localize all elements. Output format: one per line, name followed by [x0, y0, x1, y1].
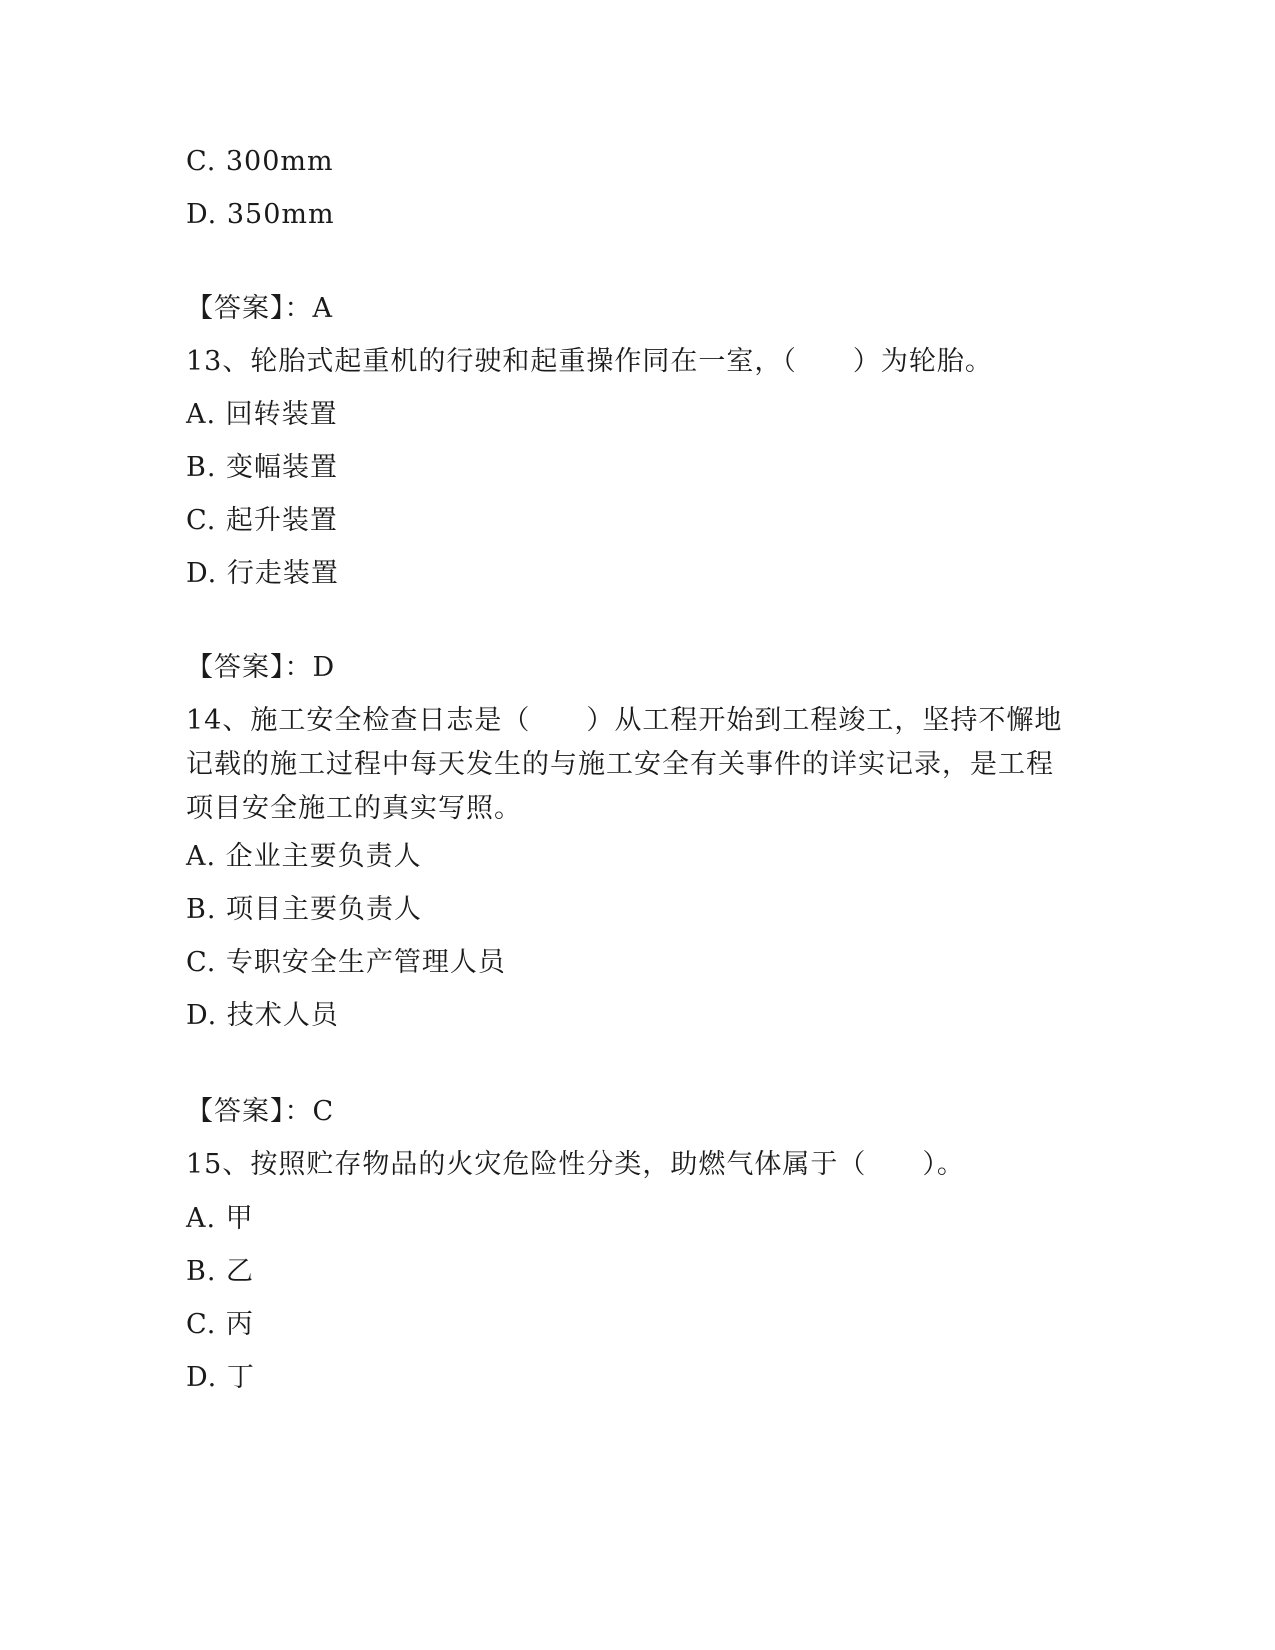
q15-option-a: A. 甲	[186, 1203, 254, 1234]
q14-option-d: D. 技术人员	[186, 1000, 339, 1031]
q14-option-a: A. 企业主要负责人	[186, 841, 422, 872]
q13-question: 13、轮胎式起重机的行驶和起重操作同在一室，（ ）为轮胎。	[186, 346, 993, 377]
q14-answer: 【答案】：C	[186, 1096, 335, 1127]
prev-option-c: C. 300mm	[186, 146, 334, 177]
q13-option-a: A. 回转装置	[186, 399, 338, 430]
q15-option-d: D. 丁	[186, 1362, 255, 1393]
prev-answer: 【答案】：A	[186, 293, 333, 324]
q15-option-c: C. 丙	[186, 1309, 254, 1340]
q14-option-b: B. 项目主要负责人	[186, 894, 423, 925]
q14-option-c: C. 专职安全生产管理人员	[186, 947, 506, 978]
q13-option-b: B. 变幅装置	[186, 452, 339, 483]
q13-option-d: D. 行走装置	[186, 558, 339, 589]
q15-option-b: B. 乙	[186, 1256, 255, 1287]
q13-answer: 【答案】：D	[186, 652, 336, 683]
q14-question: 14、施工安全检查日志是（ ）从工程开始到工程竣工，坚持不懈地记载的施工过程中每天发生的与施工安全有关事件的详实记录，是工程项目安全施工的真实写照。	[186, 705, 1063, 824]
q15-question: 15、按照贮存物品的火灾危险性分类，助燃气体属于（ ）。	[186, 1149, 965, 1180]
q13-option-c: C. 起升装置	[186, 505, 338, 536]
prev-option-d: D. 350mm	[186, 199, 335, 230]
